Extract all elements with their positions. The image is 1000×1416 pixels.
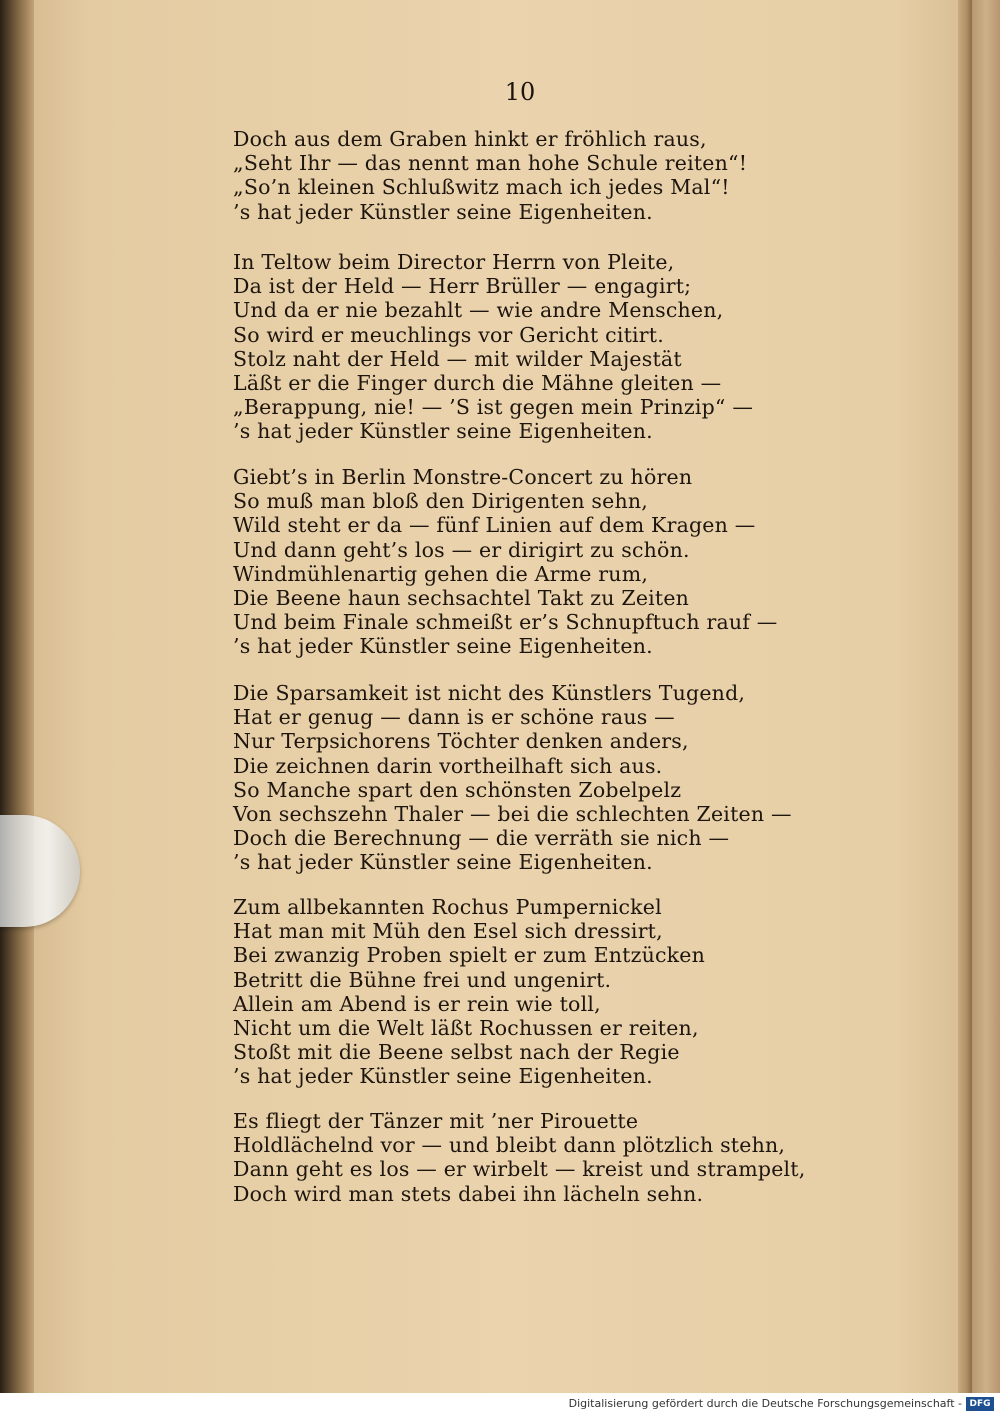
verse-line: Da ist der Held — Herr Brüller — engagirt; [233,274,692,299]
verse-line: Stoßt mit die Beene selbst nach der Regie [233,1040,680,1065]
dfg-logo: DFG [966,1397,994,1411]
stanza-1 [233,127,813,224]
verse-line: Stolz naht der Held — mit wilder Majestät [233,346,682,371]
stanza-5 [233,895,813,1089]
verse-line: In Teltow beim Director Herrn von Pleite, [233,250,675,274]
verse-line: Nicht um die Welt läßt Rochussen er reiten, [233,1015,699,1040]
verse-line: So wird er meuchlings vor Gericht citirt. [233,322,664,347]
verse-line: Dann geht es los — er wirbelt — kreist und strampelt, [233,1157,806,1182]
verse-line: ’s hat jeder Künstler seine Eigenheiten. [233,1064,653,1089]
verse-line: Die zeichnen darin vortheilhaft sich aus. [233,753,663,778]
funding-credit: Digitalisierung gefördert durch die Deutsche Forschungsgemeinschaft - [568,1397,962,1410]
verse-line: ’s hat jeder Künstler seine Eigenheiten. [233,850,653,875]
verse-line: Bei zwanzig Proben spielt er zum Entzücken [233,943,706,968]
page-number: 10 [504,78,536,106]
verse-line: So Manche spart den schönsten Zobelpelz [233,777,682,802]
next-page-edge [972,0,1000,1393]
verse-line: Und da er nie bezahlt — wie andre Menschen, [233,298,724,323]
verse-line: ’s hat jeder Künstler seine Eigenheiten. [233,199,653,224]
verse-line: Hat man mit Müh den Esel sich dressirt, [233,919,663,944]
verse-line: Und dann geht’s los — er dirigirt zu schön. [233,537,690,562]
verse-line: Nur Terpsichorens Töchter denken anders, [233,729,689,754]
stanza-4 [233,681,813,875]
verse-line: Windmühlenartig gehen die Arme rum, [233,561,649,586]
verse-line: Holdlächelnd vor — und bleibt dann plötzlich stehn, [233,1133,786,1158]
stanza-3 [233,465,813,659]
verse-line: Die Beene haun sechsachtel Takt zu Zeiten [233,585,690,610]
verse-line: Doch aus dem Graben hinkt er fröhlich raus, [233,127,707,151]
verse-line: Es fliegt der Tänzer mit ’ner Pirouette [233,1109,639,1133]
verse-line: Betritt die Bühne frei und ungenirt. [233,967,612,992]
verse-line: Die Sparsamkeit ist nicht des Künstlers Tugend, [233,681,746,705]
verse-line: Und beim Finale schmeißt er’s Schnupftuch rauf — [233,610,778,635]
verse-line: Hat er genug — dann is er schöne raus — [233,705,675,730]
footer-bar [0,1393,1000,1416]
verse-line: So muß man bloß den Dirigenten sehn, [233,489,649,514]
stanza-6 [233,1109,813,1206]
verse-line: ’s hat jeder Künstler seine Eigenheiten. [233,419,653,444]
verse-line: Wild steht er da — fünf Linien auf dem Kragen — [233,513,756,538]
page-edge [958,0,972,1393]
verse-line: Läßt er die Finger durch die Mähne gleiten — [233,370,722,395]
verse-line: Zum allbekannten Rochus Pumpernickel [233,895,662,919]
verse-line: „Seht Ihr — das nennt man hohe Schule reiten“! [233,151,748,176]
verse-line: „So’n kleinen Schlußwitz mach ich jedes Mal“! [233,175,730,200]
book-spine [0,0,34,1393]
verse-line: „Berappung, nie! — ’S ist gegen mein Prinzip“ — [233,395,754,420]
verse-line: Doch die Berechnung — die verräth sie nich — [233,826,730,851]
stanza-2 [233,250,813,444]
verse-line: Giebt’s in Berlin Monstre-Concert zu hören [233,465,693,489]
verse-line: Allein am Abend is er rein wie toll, [233,991,601,1016]
verse-line: Doch wird man stets dabei ihn lächeln sehn. [233,1181,704,1206]
verse-line: Von sechszehn Thaler — bei die schlechten Zeiten — [233,801,792,826]
verse-line: ’s hat jeder Künstler seine Eigenheiten. [233,634,653,659]
